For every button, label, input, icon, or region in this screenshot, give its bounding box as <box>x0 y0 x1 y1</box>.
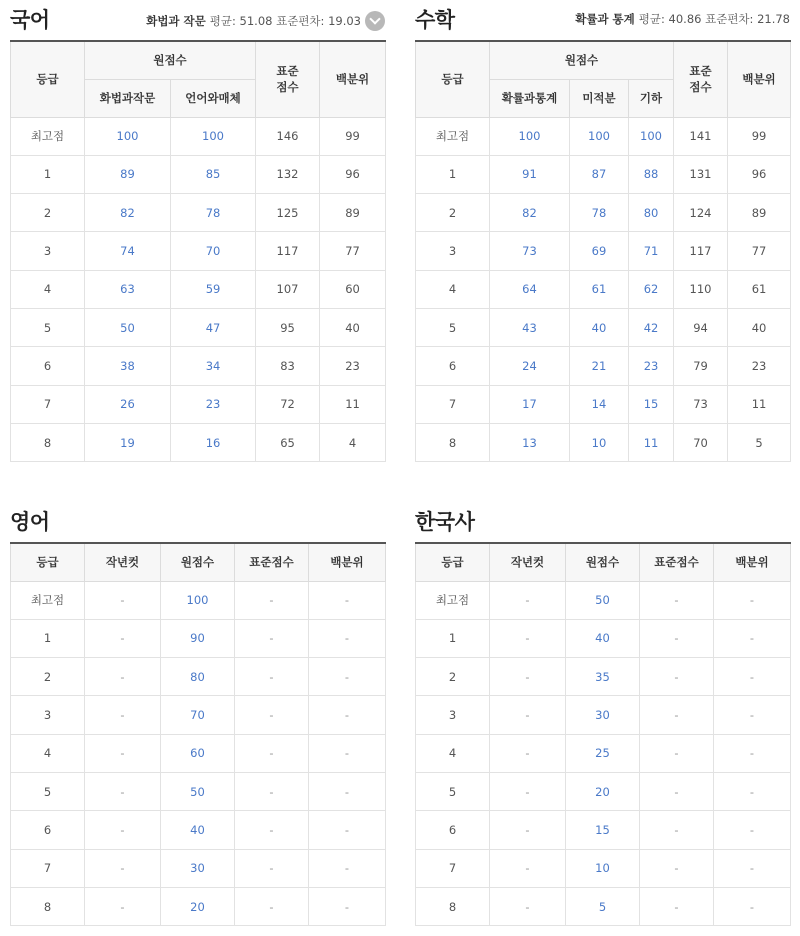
table-row <box>416 270 791 308</box>
table-cell: - <box>490 581 566 619</box>
table-row <box>416 811 791 849</box>
math-header <box>415 2 790 40</box>
korean-stats-text: 평균: 51.08 표준편차: 19.03 <box>209 14 361 28</box>
table-cell: 26 <box>85 385 171 423</box>
table-cell: 6 <box>416 811 490 849</box>
table-cell: 64 <box>490 270 570 308</box>
math-stats-text: 평균: 40.86 표준편차: 21.78 <box>638 12 790 26</box>
table-cell: 7 <box>416 849 490 887</box>
table-cell: 100 <box>490 117 570 155</box>
table-cell: 15 <box>629 385 674 423</box>
table-row <box>11 423 386 461</box>
table-cell: 7 <box>11 385 85 423</box>
table-cell: - <box>309 734 386 772</box>
table-cell: 2 <box>416 658 490 696</box>
table-cell: 96 <box>728 155 791 193</box>
column-header: 등급 <box>416 543 490 581</box>
table-row <box>416 658 791 696</box>
table-cell: 50 <box>566 581 640 619</box>
table-cell: - <box>490 772 566 810</box>
math-stats <box>575 11 790 27</box>
table-cell: - <box>235 849 309 887</box>
table-cell: 30 <box>566 696 640 734</box>
table-cell: - <box>714 811 791 849</box>
table-cell: - <box>309 811 386 849</box>
table-cell: 94 <box>674 308 728 346</box>
table-cell: 73 <box>490 232 570 270</box>
table-cell: - <box>309 849 386 887</box>
table-cell: - <box>309 658 386 696</box>
table-cell: 74 <box>85 232 171 270</box>
table-cell: - <box>235 811 309 849</box>
col-pct: 백분위 <box>728 41 791 117</box>
table-cell: 5 <box>728 423 791 461</box>
table-cell: 90 <box>161 619 235 657</box>
table-cell: 110 <box>674 270 728 308</box>
table-cell: 88 <box>629 155 674 193</box>
korean-title: 국어 <box>10 8 50 32</box>
col-grade: 등급 <box>416 41 490 117</box>
table-cell: 69 <box>570 232 629 270</box>
table-cell: 8 <box>11 887 85 925</box>
table-cell: 24 <box>490 347 570 385</box>
table-cell: 60 <box>320 270 386 308</box>
table-cell: - <box>85 734 161 772</box>
math-table <box>415 40 791 462</box>
table-cell: 131 <box>674 155 728 193</box>
table-cell: 80 <box>161 658 235 696</box>
table-cell: 100 <box>570 117 629 155</box>
table-cell: - <box>85 811 161 849</box>
table-cell: 59 <box>171 270 256 308</box>
table-cell: - <box>714 849 791 887</box>
table-cell: 77 <box>728 232 791 270</box>
table-cell: 78 <box>171 194 256 232</box>
table-cell: 78 <box>570 194 629 232</box>
table-cell: 132 <box>256 155 320 193</box>
table-cell: 21 <box>570 347 629 385</box>
table-row <box>416 232 791 270</box>
korean-chevron-down-icon[interactable] <box>365 11 385 31</box>
table-row <box>11 194 386 232</box>
table-cell: 70 <box>674 423 728 461</box>
table-row <box>416 772 791 810</box>
table-cell: 5 <box>566 887 640 925</box>
column-header: 작년컷 <box>490 543 566 581</box>
col-std: 표준 점수 <box>674 41 728 117</box>
column-header: 등급 <box>11 543 85 581</box>
table-cell: - <box>640 581 714 619</box>
table-cell: 8 <box>416 887 490 925</box>
table-row <box>11 232 386 270</box>
table-cell: 87 <box>570 155 629 193</box>
table-cell: 23 <box>320 347 386 385</box>
table-cell: - <box>235 658 309 696</box>
table-cell: 141 <box>674 117 728 155</box>
table-row <box>416 581 791 619</box>
table-cell: - <box>640 734 714 772</box>
table-cell: 100 <box>161 581 235 619</box>
table-row <box>416 308 791 346</box>
table-cell: 34 <box>171 347 256 385</box>
table-cell: 11 <box>728 385 791 423</box>
table-row <box>416 347 791 385</box>
table-cell: - <box>309 696 386 734</box>
table-cell: 1 <box>416 619 490 657</box>
table-cell: 10 <box>566 849 640 887</box>
table-cell: 최고점 <box>11 117 85 155</box>
table-cell: 5 <box>416 308 490 346</box>
table-row <box>416 155 791 193</box>
english-panel <box>10 504 385 926</box>
table-cell: - <box>714 619 791 657</box>
table-cell: 73 <box>674 385 728 423</box>
table-cell: 4 <box>11 270 85 308</box>
table-cell: 2 <box>11 658 85 696</box>
table-cell: 4 <box>11 734 85 772</box>
table-cell: 6 <box>416 347 490 385</box>
table-cell: - <box>85 849 161 887</box>
table-cell: 11 <box>629 423 674 461</box>
table-cell: - <box>714 658 791 696</box>
col-sub3: 기하 <box>629 79 674 117</box>
table-row <box>11 811 386 849</box>
table-cell: 107 <box>256 270 320 308</box>
table-cell: 3 <box>11 232 85 270</box>
table-cell: 100 <box>629 117 674 155</box>
table-cell: 65 <box>256 423 320 461</box>
table-cell: 50 <box>85 308 171 346</box>
table-cell: 1 <box>416 155 490 193</box>
table-cell: 40 <box>320 308 386 346</box>
table-cell: - <box>640 658 714 696</box>
table-cell: 8 <box>11 423 85 461</box>
table-cell: 62 <box>629 270 674 308</box>
column-header: 백분위 <box>714 543 791 581</box>
table-cell: 11 <box>320 385 386 423</box>
table-row <box>416 385 791 423</box>
table-cell: 최고점 <box>416 581 490 619</box>
table-cell: - <box>85 887 161 925</box>
table-cell: - <box>490 811 566 849</box>
table-row <box>416 423 791 461</box>
table-cell: 1 <box>11 619 85 657</box>
table-cell: - <box>309 619 386 657</box>
table-cell: - <box>85 772 161 810</box>
table-cell: 99 <box>728 117 791 155</box>
table-cell: 40 <box>566 619 640 657</box>
table-cell: 82 <box>85 194 171 232</box>
table-cell: - <box>640 619 714 657</box>
table-cell: 80 <box>629 194 674 232</box>
table-cell: 91 <box>490 155 570 193</box>
table-cell: - <box>85 696 161 734</box>
table-cell: - <box>235 772 309 810</box>
table-cell: 50 <box>161 772 235 810</box>
table-cell: - <box>714 772 791 810</box>
table-cell: 6 <box>11 347 85 385</box>
table-cell: - <box>490 696 566 734</box>
table-cell: 117 <box>256 232 320 270</box>
table-cell: 146 <box>256 117 320 155</box>
table-cell: 23 <box>171 385 256 423</box>
table-cell: - <box>309 887 386 925</box>
table-cell: - <box>85 619 161 657</box>
column-header: 원점수 <box>566 543 640 581</box>
table-row <box>11 308 386 346</box>
column-header: 원점수 <box>161 543 235 581</box>
table-cell: 89 <box>728 194 791 232</box>
table-cell: - <box>235 619 309 657</box>
column-header: 백분위 <box>309 543 386 581</box>
col-sub1: 확률과통계 <box>490 79 570 117</box>
table-row <box>11 117 386 155</box>
col-std: 표준 점수 <box>256 41 320 117</box>
table-row <box>11 734 386 772</box>
history-panel <box>415 504 790 926</box>
table-cell: 99 <box>320 117 386 155</box>
korean-stats <box>146 11 385 31</box>
table-row <box>416 619 791 657</box>
table-cell: - <box>235 696 309 734</box>
table-cell: - <box>309 581 386 619</box>
table-cell: 47 <box>171 308 256 346</box>
table-cell: 96 <box>320 155 386 193</box>
table-cell: - <box>640 696 714 734</box>
table-cell: 3 <box>416 696 490 734</box>
table-row <box>11 696 386 734</box>
table-cell: 6 <box>11 811 85 849</box>
table-cell: 63 <box>85 270 171 308</box>
table-cell: 60 <box>161 734 235 772</box>
table-cell: 71 <box>629 232 674 270</box>
table-cell: - <box>714 887 791 925</box>
table-cell: 2 <box>416 194 490 232</box>
table-cell: - <box>490 734 566 772</box>
korean-table <box>10 40 386 462</box>
table-cell: - <box>490 849 566 887</box>
table-row <box>416 849 791 887</box>
table-cell: 4 <box>416 734 490 772</box>
table-cell: - <box>235 887 309 925</box>
table-row <box>11 849 386 887</box>
table-cell: - <box>490 658 566 696</box>
table-cell: 15 <box>566 811 640 849</box>
korean-subject-label: 화법과 작문 <box>146 14 206 28</box>
column-header: 표준점수 <box>235 543 309 581</box>
table-cell: - <box>85 658 161 696</box>
table-cell: 61 <box>728 270 791 308</box>
table-cell: 100 <box>85 117 171 155</box>
table-cell: - <box>309 772 386 810</box>
table-cell: 23 <box>629 347 674 385</box>
table-cell: 14 <box>570 385 629 423</box>
table-cell: 43 <box>490 308 570 346</box>
table-cell: 2 <box>11 194 85 232</box>
table-cell: 1 <box>11 155 85 193</box>
table-cell: 7 <box>11 849 85 887</box>
table-row <box>11 385 386 423</box>
table-cell: 4 <box>416 270 490 308</box>
history-table <box>415 542 791 926</box>
table-row <box>11 772 386 810</box>
table-cell: 70 <box>161 696 235 734</box>
korean-header <box>10 2 385 40</box>
table-cell: 117 <box>674 232 728 270</box>
table-cell: 5 <box>11 308 85 346</box>
col-sub2: 언어와매체 <box>171 79 256 117</box>
table-cell: 42 <box>629 308 674 346</box>
table-row <box>416 117 791 155</box>
table-cell: 72 <box>256 385 320 423</box>
table-row <box>416 696 791 734</box>
col-grade: 등급 <box>11 41 85 117</box>
col-raw: 원점수 <box>85 41 256 79</box>
english-title: 영어 <box>10 510 50 534</box>
table-cell: 40 <box>570 308 629 346</box>
table-cell: - <box>490 619 566 657</box>
table-cell: 19 <box>85 423 171 461</box>
english-header <box>10 504 385 542</box>
table-cell: 125 <box>256 194 320 232</box>
table-cell: - <box>714 696 791 734</box>
table-cell: 95 <box>256 308 320 346</box>
table-cell: 30 <box>161 849 235 887</box>
history-header <box>415 504 790 542</box>
table-cell: 20 <box>161 887 235 925</box>
english-table <box>10 542 386 926</box>
table-cell: 40 <box>728 308 791 346</box>
table-cell: - <box>640 811 714 849</box>
table-cell: 10 <box>570 423 629 461</box>
col-sub1: 화법과작문 <box>85 79 171 117</box>
history-title: 한국사 <box>415 510 475 534</box>
table-cell: 7 <box>416 385 490 423</box>
table-cell: 최고점 <box>11 581 85 619</box>
table-cell: - <box>235 581 309 619</box>
table-cell: 89 <box>85 155 171 193</box>
table-cell: 85 <box>171 155 256 193</box>
math-subject-label: 확률과 통계 <box>575 12 635 26</box>
table-row <box>11 619 386 657</box>
col-pct: 백분위 <box>320 41 386 117</box>
math-title: 수학 <box>415 8 455 32</box>
table-cell: 61 <box>570 270 629 308</box>
table-row <box>416 194 791 232</box>
table-cell: 82 <box>490 194 570 232</box>
table-row <box>416 887 791 925</box>
table-cell: 17 <box>490 385 570 423</box>
table-cell: 35 <box>566 658 640 696</box>
table-cell: - <box>235 734 309 772</box>
col-raw: 원점수 <box>490 41 674 79</box>
table-cell: - <box>714 581 791 619</box>
table-cell: - <box>640 772 714 810</box>
table-cell: 3 <box>11 696 85 734</box>
table-cell: 40 <box>161 811 235 849</box>
table-cell: 5 <box>11 772 85 810</box>
table-cell: 3 <box>416 232 490 270</box>
table-cell: - <box>490 887 566 925</box>
table-cell: 5 <box>416 772 490 810</box>
table-row <box>11 581 386 619</box>
table-row <box>11 658 386 696</box>
table-cell: 100 <box>171 117 256 155</box>
table-cell: - <box>85 581 161 619</box>
table-cell: 25 <box>566 734 640 772</box>
math-panel <box>415 2 790 462</box>
table-cell: 79 <box>674 347 728 385</box>
table-cell: 70 <box>171 232 256 270</box>
korean-panel <box>10 2 385 462</box>
column-header: 표준점수 <box>640 543 714 581</box>
table-cell: 38 <box>85 347 171 385</box>
table-cell: 83 <box>256 347 320 385</box>
column-header: 작년컷 <box>85 543 161 581</box>
table-cell: 13 <box>490 423 570 461</box>
table-cell: 20 <box>566 772 640 810</box>
table-row <box>11 155 386 193</box>
table-cell: 16 <box>171 423 256 461</box>
col-sub2: 미적분 <box>570 79 629 117</box>
table-cell: - <box>640 849 714 887</box>
table-cell: 8 <box>416 423 490 461</box>
table-row <box>416 734 791 772</box>
table-cell: - <box>714 734 791 772</box>
table-cell: 23 <box>728 347 791 385</box>
table-cell: 124 <box>674 194 728 232</box>
table-cell: 77 <box>320 232 386 270</box>
table-row <box>11 270 386 308</box>
table-row <box>11 347 386 385</box>
table-row <box>11 887 386 925</box>
table-cell: - <box>640 887 714 925</box>
table-cell: 최고점 <box>416 117 490 155</box>
table-cell: 4 <box>320 423 386 461</box>
table-cell: 89 <box>320 194 386 232</box>
